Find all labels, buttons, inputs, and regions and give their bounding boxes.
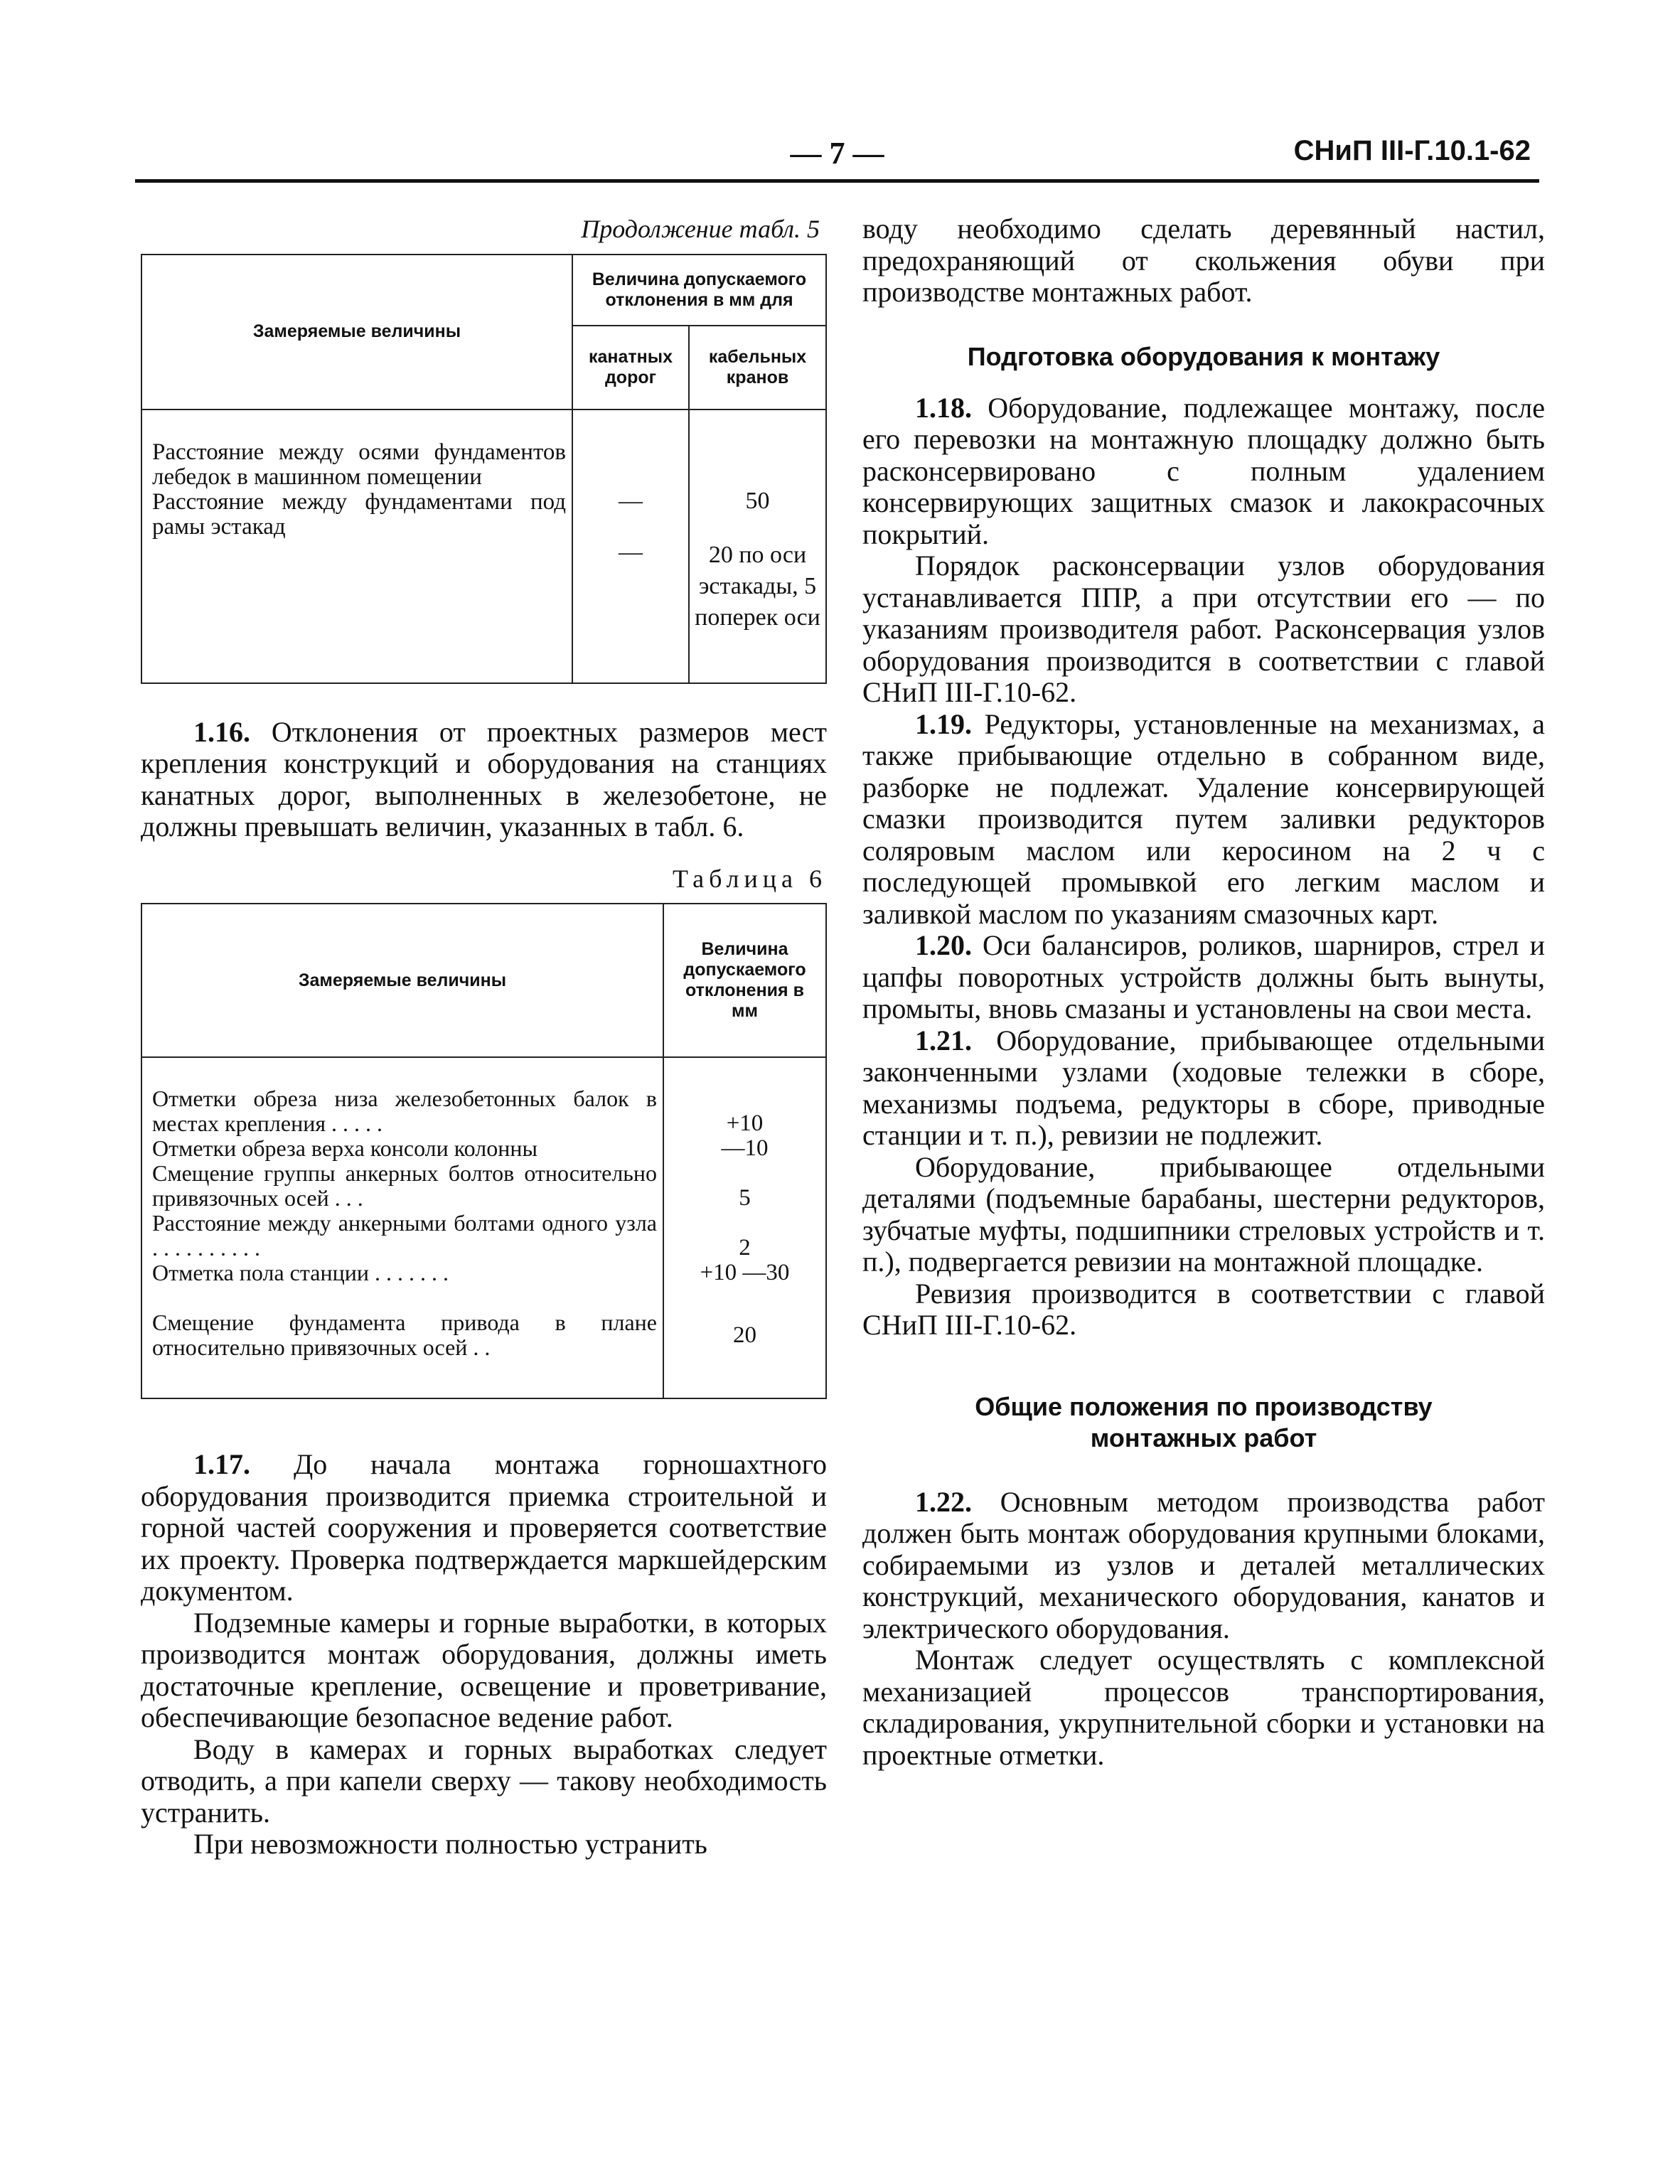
- table5-labels-cell: [141, 410, 572, 683]
- paragraph-1-17-b: Подземные камеры и горные выработки, в которых производится монтаж оборудования, должны иметь достаточные крепление, освещение и проветривание, обеспечивающие безопасное ведение работ.: [141, 1606, 827, 1733]
- paragraph-number: 1.17.: [193, 1448, 250, 1480]
- section-title-line: Общие положения по производству: [975, 1391, 1433, 1421]
- paragraph-1-22: [862, 1487, 1545, 1645]
- table5-header-rope: канатных дорог: [572, 326, 689, 410]
- table5-row-label: Расстояние между фундаментами под рамы эстакад: [152, 488, 566, 540]
- paragraph-number: 1.22.: [915, 1485, 972, 1518]
- table6-caption: Таблица 6: [673, 864, 827, 893]
- table6-values-cell: [663, 1057, 826, 1398]
- table6-labels-cell: [141, 1057, 663, 1398]
- paragraph-1-18-b: Порядок расконсервации узлов оборудования устанавливается ППР, а при отсутствии его — по указаниям производителя работ. Расконсервация узлов оборудования производится в соответствии с главой СНиП III-Г.10-62.: [862, 550, 1545, 708]
- paragraph-1-21-b: Оборудование, прибывающее отдельными деталями (подъемные барабаны, шестерни редукторов, зубчатые муфты, подшипники стреловых устройств и т. п.), подвергается ревизии на монтажной площадке.: [862, 1150, 1545, 1278]
- section-title-preparation: Подготовка оборудования к монтажу: [967, 341, 1440, 371]
- right-column: [862, 213, 1545, 1771]
- paragraph-1-20: [862, 930, 1545, 1025]
- paragraph-1-16: [141, 717, 827, 843]
- table6-row-label: Расстояние между анкерными болтами одного узла . . . . . . . . . .: [152, 1210, 657, 1260]
- table6-header-measured: Замеряемые величины: [141, 904, 663, 1057]
- paragraph-1-21-c: Ревизия производится в соответствии с главой СНиП III-Г.10-62.: [862, 1277, 1545, 1341]
- table5-caption: Продолжение табл. 5: [581, 215, 820, 243]
- table6-row-label: Отметка пола станции . . . . . . .: [152, 1260, 449, 1285]
- table5-row-label: Расстояние между осями фундаментов лебедок в машинном помещении: [152, 439, 566, 490]
- table6-row-label: Смещение фундамента привода в плане относительно привязочных осей . .: [152, 1310, 657, 1360]
- paragraph-1-17-d: При невозможности полностью устранить: [193, 1828, 707, 1860]
- paragraph-1-22-b: Монтаж следует осуществлять с комплексной механизацией процессов транспортирования, складирования, укрупнительной сборки и установки на проектные отметки.: [862, 1644, 1545, 1771]
- paragraph-1-17-c: Воду в камерах и горных выработках следует отводить, а при капели сверху — такову необходимость устранить.: [141, 1733, 827, 1829]
- table6-value: 5: [739, 1185, 751, 1211]
- document-code: СНиП III-Г.10.1-62: [1293, 135, 1531, 166]
- paragraph-1-19: [862, 709, 1545, 931]
- table5-rope-cell: [572, 410, 689, 683]
- section-title-line: монтажных работ: [1090, 1423, 1317, 1452]
- table5: [141, 254, 827, 684]
- paragraph-number: 1.21.: [915, 1024, 972, 1056]
- table5-header-group: Величина допускаемого отклонения в мм для: [572, 255, 826, 326]
- table6-row-label: Смещение группы анкерных болтов относительно привязочных осей . . .: [152, 1160, 657, 1211]
- table5-header-measured: Замеряемые величины: [141, 255, 572, 410]
- table5-rope-value: —: [619, 538, 643, 565]
- paragraph-text: До начала монтажа горношахтного оборудования производится приемка строительной и горной частей сооружения и проверяется соответствие их проекту. Проверка подтверждается маркшейдерским документом.: [141, 1448, 827, 1607]
- table6-header-value: Величина допускаемого отклонения в мм: [663, 904, 826, 1057]
- paragraph-text: Оси балансиров, роликов, шарниров, стрел и цапфы поворотных устройств должны быть вынуты, промыты, вновь смазаны и установлены на свои места.: [862, 929, 1545, 1024]
- table5-cable-value: 20 по оси эстакады, 5 поперек оси: [695, 541, 820, 631]
- page-header: [135, 135, 1539, 179]
- table6-row-label: Отметки обреза низа железобетонных балок в местах крепления . . . . .: [152, 1086, 657, 1136]
- paragraph-text: Редукторы, установленные на механизмах, а также прибывающие отдельно в собранном виде, разборке не подлежат. Удаление консервирующей смазки производится путем заливки редукторов соляровым маслом или керосином на 2 ч с последующей промывкой его легким маслом и заливкой маслом по указаниям смазочных карт.: [862, 707, 1545, 930]
- header-rule: [135, 179, 1539, 183]
- table6-value: 20: [733, 1322, 756, 1348]
- paragraph-number: 1.18.: [915, 391, 972, 424]
- page-number: — 7 —: [790, 136, 884, 171]
- paragraph-continuation: воду необходимо сделать деревянный настил, предохраняющий от скольжения обуви при производстве монтажных работ.: [862, 213, 1545, 308]
- paragraph-number: 1.16.: [193, 715, 250, 748]
- table5-header-cable: кабельных кранов: [689, 326, 826, 410]
- table6-value: +10 —30: [700, 1260, 790, 1285]
- table6: [141, 903, 827, 1399]
- table5-rope-value: —: [619, 487, 643, 514]
- table6-value: +10: [726, 1110, 764, 1136]
- paragraph-text: Оборудование, подлежащее монтажу, после его перевозки на монтажную площадку должно быть расконсервировано с полным удалением консервирующих защитных смазок и лакокрасочных покрытий.: [862, 391, 1545, 550]
- table6-value: 2: [739, 1235, 751, 1260]
- table6-value: —10: [721, 1135, 769, 1161]
- paragraph-text: Основным методом производства работ должен быть монтаж оборудования крупными блоками, собираемыми из узлов и деталей металлических конструкций, механического оборудования, канатов и электрического оборудования.: [862, 1485, 1545, 1644]
- left-column: [141, 213, 827, 1861]
- paragraph-text: Отклонения от проектных размеров мест крепления конструкций и оборудования на станциях канатных дорог, выполненных в железобетоне, не должны превышать величин, указанных в табл. 6.: [141, 715, 828, 842]
- paragraph-text: Оборудование, прибывающее отдельными законченными узлами (ходовые тележки в сборе, механизмы подъема, редукторы в сборе, приводные станции и т. п.), ревизии не подлежит.: [862, 1024, 1545, 1151]
- table5-cable-cell: [689, 410, 826, 683]
- paragraph-1-17: [141, 1449, 827, 1607]
- section-title-general: [862, 1391, 1545, 1454]
- paragraph-number: 1.19.: [915, 707, 972, 740]
- table5-cable-value: 50: [745, 487, 770, 514]
- paragraph-number: 1.20.: [915, 929, 972, 961]
- paragraph-1-18: [862, 392, 1545, 551]
- table6-row-label: Отметки обреза верха консоли колонны: [152, 1135, 537, 1161]
- paragraph-1-21: [862, 1025, 1545, 1152]
